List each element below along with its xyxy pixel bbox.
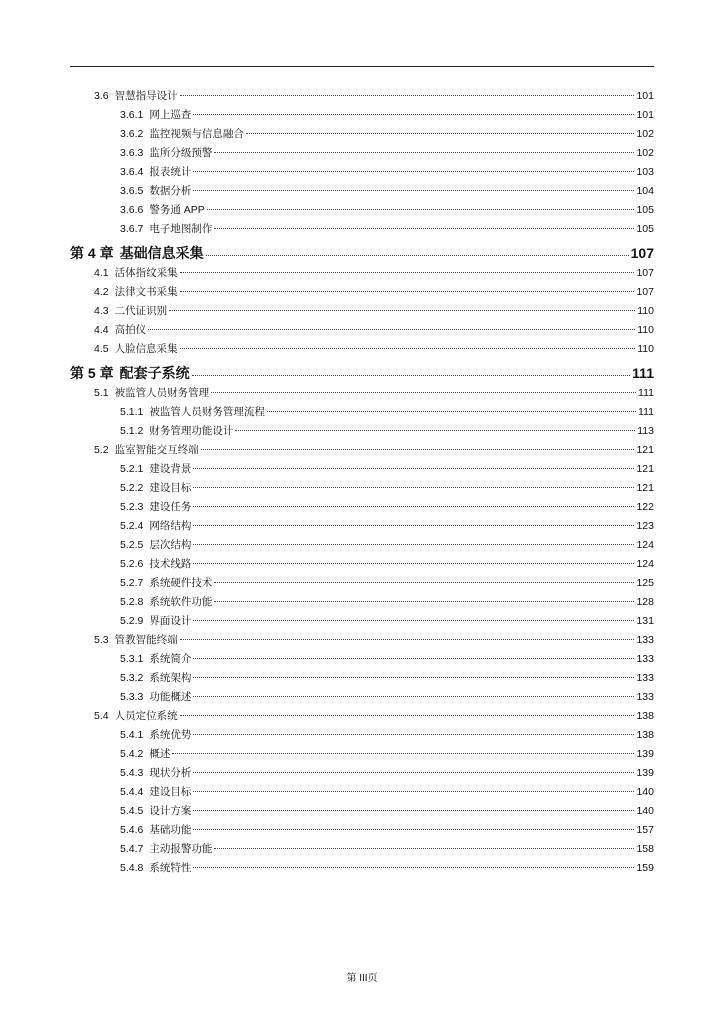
dot-leader xyxy=(193,190,634,191)
page-footer: 第 III页 xyxy=(346,973,378,984)
toc-entry-number: 5.4.7 xyxy=(120,843,144,855)
dot-leader xyxy=(148,329,635,330)
dot-leader xyxy=(193,658,634,659)
toc-entry-page-number: 159 xyxy=(636,862,654,874)
dot-leader xyxy=(214,601,634,602)
toc-entry[interactable] xyxy=(70,126,654,145)
dot-leader xyxy=(201,449,635,450)
toc-entry-number: 5.3.2 xyxy=(120,672,144,684)
toc-entry-title: 系统软件功能 xyxy=(149,596,213,608)
toc-entry-title: 数据分析 xyxy=(149,185,192,197)
toc-entry[interactable] xyxy=(70,499,654,518)
dot-leader xyxy=(180,715,635,716)
dot-leader xyxy=(207,209,635,210)
toc-entry-title: 建设目标 xyxy=(149,482,192,494)
toc-entry[interactable] xyxy=(70,670,654,689)
toc-entry-title: 层次结构 xyxy=(149,539,192,551)
toc-entry[interactable] xyxy=(70,841,654,860)
toc-entry-page-number: 139 xyxy=(636,748,654,760)
toc-entry-number: 3.6.5 xyxy=(120,185,144,197)
toc-entry-number: 5.3.1 xyxy=(120,653,144,665)
toc-entry[interactable] xyxy=(70,632,654,651)
toc-entry[interactable] xyxy=(70,651,654,670)
toc-entry[interactable] xyxy=(70,860,654,879)
toc-entry-page-number: 121 xyxy=(636,482,654,494)
dot-leader xyxy=(172,753,634,754)
toc-entry-title: 现状分析 xyxy=(149,767,192,779)
toc-entry-number: 4.4 xyxy=(94,324,109,336)
toc-entry[interactable] xyxy=(70,822,654,841)
toc-entry-number: 5.4.8 xyxy=(120,862,144,874)
toc-entry-title: 网络结构 xyxy=(149,520,192,532)
toc-entry-page-number: 110 xyxy=(637,343,654,355)
toc-entry-page-number: 157 xyxy=(636,824,654,836)
toc-entry-title: 基础信息采集 xyxy=(119,244,204,261)
dot-leader xyxy=(214,228,634,229)
toc-entry[interactable] xyxy=(70,107,654,126)
toc-entry-page-number: 139 xyxy=(636,767,654,779)
toc-entry-number: 3.6.4 xyxy=(120,166,144,178)
toc-entry-number: 5.3 xyxy=(94,634,109,646)
toc-entry-title: 配套子系统 xyxy=(119,364,190,381)
toc-entry-page-number: 128 xyxy=(636,596,654,608)
toc-entry[interactable] xyxy=(70,303,654,322)
toc-entry-number: 5.2.1 xyxy=(120,463,144,475)
toc-entry-number: 5.4.5 xyxy=(120,805,144,817)
toc-entry[interactable] xyxy=(70,556,654,575)
dot-leader xyxy=(193,791,634,792)
toc-entry[interactable] xyxy=(70,145,654,164)
toc-entry-number: 5.2 xyxy=(94,444,109,456)
toc-entry-page-number: 107 xyxy=(636,267,654,279)
toc-entry-number: 5.4.2 xyxy=(120,748,144,760)
dot-leader xyxy=(192,375,631,376)
toc-entry-page-number: 101 xyxy=(636,109,654,121)
toc-entry-page-number: 121 xyxy=(636,463,654,475)
toc-entry[interactable] xyxy=(70,803,654,822)
toc-entry-number: 5.1.1 xyxy=(120,406,144,418)
toc-entry-page-number: 102 xyxy=(636,128,654,140)
dot-leader xyxy=(193,677,634,678)
toc-entry-page-number: 103 xyxy=(636,166,654,178)
dot-leader xyxy=(193,171,634,172)
toc-entry[interactable] xyxy=(70,461,654,480)
toc-entry-number: 5.1 xyxy=(94,387,109,399)
toc-entry-number: 5.4.1 xyxy=(120,729,144,741)
toc-entry-title: 监室智能交互终端 xyxy=(114,444,199,456)
toc-entry-number: 5.4.4 xyxy=(120,786,144,798)
toc-entry-title: 管教智能终端 xyxy=(114,634,178,646)
toc-entry-title: 界面设计 xyxy=(149,615,192,627)
dot-leader xyxy=(193,620,634,621)
toc-entry[interactable] xyxy=(70,341,654,360)
dot-leader xyxy=(267,411,636,412)
dot-leader xyxy=(193,867,634,868)
toc-entry-page-number: 140 xyxy=(636,805,654,817)
toc-entry-number: 4.2 xyxy=(94,286,109,298)
toc-entry-page-number: 140 xyxy=(636,786,654,798)
toc-entry-number: 3.6.7 xyxy=(120,223,144,235)
toc-entry-page-number: 101 xyxy=(636,90,654,102)
toc-entry-title: 建设背景 xyxy=(149,463,192,475)
table-of-contents xyxy=(70,88,654,879)
dot-leader xyxy=(214,152,634,153)
toc-entry-title: 财务管理功能设计 xyxy=(149,425,234,437)
toc-entry[interactable] xyxy=(70,322,654,341)
toc-entry-page-number: 124 xyxy=(636,539,654,551)
dot-leader xyxy=(193,829,634,830)
toc-entry[interactable] xyxy=(70,202,654,221)
toc-entry-number: 5.3.3 xyxy=(120,691,144,703)
dot-leader xyxy=(246,133,635,134)
toc-entry[interactable] xyxy=(70,480,654,499)
toc-entry-title: 二代证识别 xyxy=(114,305,168,317)
toc-entry[interactable] xyxy=(70,442,654,461)
toc-entry-title: 被监管人员财务管理流程 xyxy=(149,406,265,418)
toc-entry[interactable] xyxy=(70,221,654,240)
toc-entry-title: 法律文书采集 xyxy=(114,286,178,298)
toc-entry-page-number: 138 xyxy=(636,710,654,722)
toc-entry-title: 技术线路 xyxy=(149,558,192,570)
dot-leader xyxy=(193,696,634,697)
toc-entry-number: 5.2.6 xyxy=(120,558,144,570)
toc-entry-number: 4.1 xyxy=(94,267,109,279)
toc-entry-number: 4.5 xyxy=(94,343,109,355)
toc-entry-number: 3.6.1 xyxy=(120,109,144,121)
toc-entry[interactable] xyxy=(70,708,654,727)
toc-entry-page-number: 111 xyxy=(638,387,654,399)
toc-entry[interactable] xyxy=(70,423,654,442)
dot-leader xyxy=(193,772,634,773)
toc-entry-number: 5.2.2 xyxy=(120,482,144,494)
toc-entry-title: 主动报警功能 xyxy=(149,843,213,855)
dot-leader xyxy=(193,563,634,564)
toc-entry-title: 功能概述 xyxy=(149,691,192,703)
toc-entry-title: 建设任务 xyxy=(149,501,192,513)
toc-entry-number: 5.1.2 xyxy=(120,425,144,437)
dot-leader xyxy=(180,95,635,96)
toc-entry-title: 警务通 APP xyxy=(149,204,205,216)
toc-entry-page-number: 104 xyxy=(636,185,654,197)
dot-leader xyxy=(180,272,635,273)
toc-entry-page-number: 107 xyxy=(636,286,654,298)
dot-leader xyxy=(180,639,635,640)
toc-entry-page-number: 110 xyxy=(637,324,654,336)
dot-leader xyxy=(193,114,634,115)
dot-leader xyxy=(211,392,636,393)
toc-entry-page-number: 125 xyxy=(636,577,654,589)
toc-entry[interactable] xyxy=(70,518,654,537)
dot-leader xyxy=(206,255,629,256)
toc-entry-page-number: 133 xyxy=(636,634,654,646)
toc-entry-title: 建设目标 xyxy=(149,786,192,798)
toc-entry[interactable] xyxy=(70,183,654,202)
toc-entry-page-number: 113 xyxy=(637,425,654,437)
toc-entry[interactable] xyxy=(70,594,654,613)
toc-entry[interactable] xyxy=(70,164,654,183)
toc-entry-page-number: 122 xyxy=(636,501,654,513)
toc-entry-number: 第 4 章 xyxy=(70,244,114,261)
toc-entry-title: 基础功能 xyxy=(149,824,192,836)
toc-entry-title: 系统硬件技术 xyxy=(149,577,213,589)
toc-entry-page-number: 111 xyxy=(638,406,654,418)
dot-leader xyxy=(214,848,634,849)
toc-entry-title: 系统简介 xyxy=(149,653,192,665)
toc-entry-number: 3.6.2 xyxy=(120,128,144,140)
toc-entry-title: 人员定位系统 xyxy=(114,710,178,722)
dot-leader xyxy=(193,810,634,811)
toc-entry[interactable] xyxy=(70,575,654,594)
toc-entry-page-number: 131 xyxy=(636,615,654,627)
toc-entry-title: 系统特性 xyxy=(149,862,192,874)
toc-entry-page-number: 133 xyxy=(636,672,654,684)
toc-entry-title: 系统架构 xyxy=(149,672,192,684)
toc-entry-title: 网上巡查 xyxy=(149,109,192,121)
toc-entry-number: 5.2.8 xyxy=(120,596,144,608)
toc-entry[interactable] xyxy=(70,537,654,556)
toc-entry[interactable] xyxy=(70,265,654,284)
toc-entry-page-number: 121 xyxy=(636,444,654,456)
toc-entry-page-number: 107 xyxy=(630,244,654,261)
toc-entry-title: 高拍仪 xyxy=(114,324,147,336)
toc-entry[interactable] xyxy=(70,784,654,803)
toc-entry-number: 3.6.6 xyxy=(120,204,144,216)
dot-leader xyxy=(193,506,634,507)
toc-entry-number: 5.2.3 xyxy=(120,501,144,513)
toc-entry-number: 5.4 xyxy=(94,710,109,722)
toc-entry[interactable] xyxy=(70,613,654,632)
toc-entry-page-number: 133 xyxy=(636,691,654,703)
toc-entry[interactable] xyxy=(70,284,654,303)
toc-entry[interactable] xyxy=(70,360,654,385)
toc-entry-title: 报表统计 xyxy=(149,166,192,178)
toc-entry-page-number: 105 xyxy=(636,204,654,216)
toc-entry-title: 活体指纹采集 xyxy=(114,267,178,279)
dot-leader xyxy=(180,291,635,292)
dot-leader xyxy=(214,582,634,583)
toc-entry-number: 4.3 xyxy=(94,305,109,317)
toc-entry-title: 智慧指导设计 xyxy=(114,90,178,102)
toc-entry-number: 5.2.5 xyxy=(120,539,144,551)
toc-entry-page-number: 124 xyxy=(636,558,654,570)
toc-entry[interactable] xyxy=(70,689,654,708)
toc-entry[interactable] xyxy=(70,385,654,404)
toc-entry-title: 系统优势 xyxy=(149,729,192,741)
dot-leader xyxy=(235,430,635,431)
toc-entry-title: 人脸信息采集 xyxy=(114,343,178,355)
toc-entry-page-number: 102 xyxy=(636,147,654,159)
toc-entry-title: 电子地图制作 xyxy=(149,223,213,235)
toc-entry[interactable] xyxy=(70,240,654,265)
toc-entry[interactable] xyxy=(70,746,654,765)
toc-entry-page-number: 133 xyxy=(636,653,654,665)
header-rule xyxy=(70,66,654,67)
toc-entry[interactable] xyxy=(70,404,654,423)
toc-entry[interactable] xyxy=(70,88,654,107)
toc-entry-page-number: 105 xyxy=(636,223,654,235)
dot-leader xyxy=(193,544,634,545)
dot-leader xyxy=(180,348,636,349)
toc-entry-page-number: 110 xyxy=(637,305,654,317)
toc-entry-number: 5.4.3 xyxy=(120,767,144,779)
toc-entry-number: 5.2.9 xyxy=(120,615,144,627)
toc-entry-page-number: 158 xyxy=(636,843,654,855)
toc-entry-title: 被监管人员财务管理 xyxy=(114,387,210,399)
toc-entry-title: 监控视频与信息融合 xyxy=(149,128,244,140)
toc-entry[interactable] xyxy=(70,727,654,746)
toc-entry[interactable] xyxy=(70,765,654,784)
toc-entry-page-number: 111 xyxy=(632,364,654,381)
toc-entry-number: 5.2.7 xyxy=(120,577,144,589)
toc-entry-number: 第 5 章 xyxy=(70,364,114,381)
toc-entry-title: 监所分级预警 xyxy=(149,147,213,159)
toc-entry-title: 设计方案 xyxy=(149,805,192,817)
dot-leader xyxy=(193,468,634,469)
toc-entry-number: 5.2.4 xyxy=(120,520,144,532)
toc-entry-title: 概述 xyxy=(149,748,171,760)
toc-entry-number: 3.6 xyxy=(94,90,109,102)
toc-entry-number: 5.4.6 xyxy=(120,824,144,836)
dot-leader xyxy=(193,525,634,526)
toc-entry-page-number: 138 xyxy=(636,729,654,741)
dot-leader xyxy=(193,734,634,735)
dot-leader xyxy=(193,487,634,488)
dot-leader xyxy=(169,310,635,311)
toc-entry-page-number: 123 xyxy=(636,520,654,532)
toc-entry-number: 3.6.3 xyxy=(120,147,144,159)
